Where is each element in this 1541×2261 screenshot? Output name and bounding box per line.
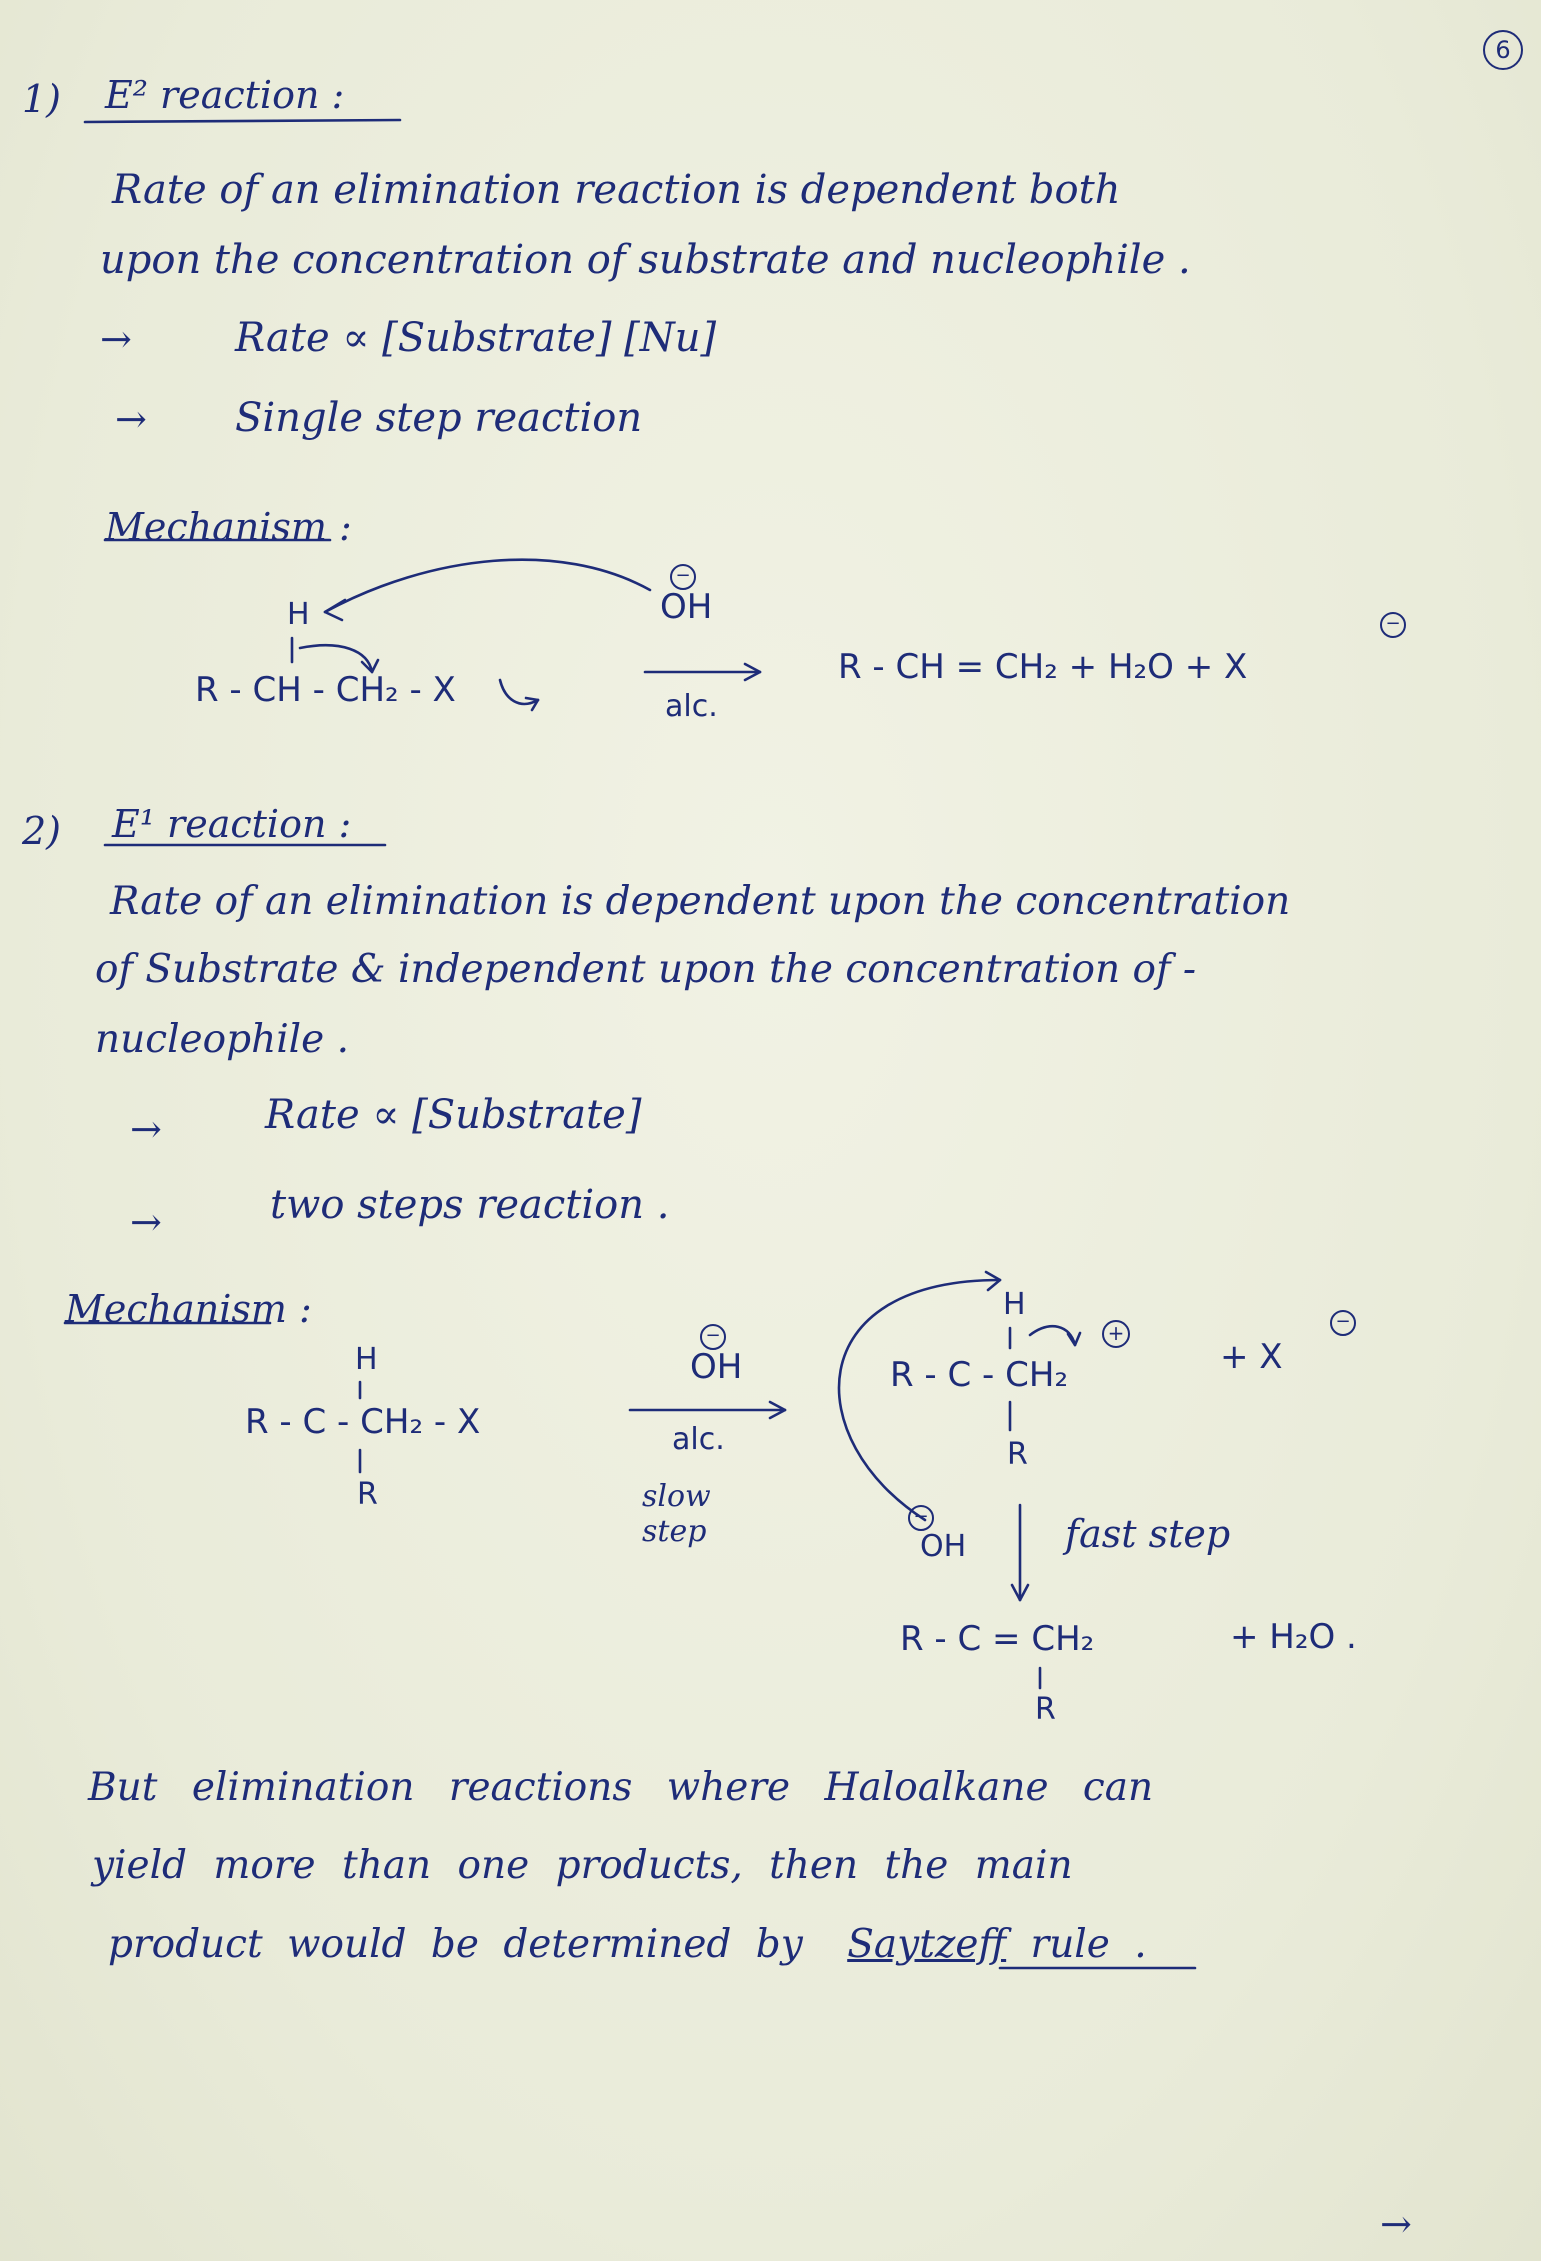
- e1-carbocation-charge: +: [1102, 1320, 1130, 1348]
- e1-r-below: R: [357, 1477, 378, 1512]
- e2-product: R - CH = CH₂ + H₂O + X: [838, 647, 1248, 687]
- e1-fast-oh: OH: [920, 1529, 967, 1564]
- e1-oh-label: OH: [690, 1347, 743, 1387]
- e2-curved-arrow-head: [325, 600, 345, 620]
- section2-title: E¹ reaction :: [112, 802, 352, 846]
- e1-water: + H₂O .: [1230, 1617, 1357, 1657]
- section2-arrow-2: →: [130, 1200, 162, 1244]
- e2-oh-label: OH: [660, 587, 713, 627]
- e1-hydrogen: H: [355, 1342, 378, 1377]
- e1-curved-arrow-oh-to-h: [839, 1280, 1000, 1520]
- e2-reagent-bottom: alc.: [665, 689, 718, 724]
- e2-curved-arrow-oh-to-h: [325, 560, 650, 612]
- section1-title-underline: [85, 120, 400, 122]
- conclusion-line2: yield more than one products, then the main: [92, 1843, 1073, 1888]
- conclusion-line1: But elimination reactions where Haloalkane can: [88, 1765, 1154, 1810]
- section2-steps: two steps reaction .: [270, 1182, 670, 1228]
- next-page-arrow: →: [1380, 2202, 1412, 2246]
- conclusion-line3-end: rule .: [1030, 1922, 1147, 1967]
- section1-arrow-2: →: [115, 397, 147, 441]
- conclusion-line3-start: product would be determined by: [108, 1922, 803, 1967]
- e2-hydrogen: H: [287, 597, 310, 632]
- section2-arrow-1: →: [130, 1107, 162, 1151]
- e1-reagent-bottom: alc.: [672, 1422, 725, 1457]
- e1-fast-oh-charge: −: [908, 1505, 934, 1531]
- e2-reactant: R - CH - CH₂ - X: [195, 670, 456, 710]
- saytzeff-term: Saytzeff: [847, 1922, 1007, 1967]
- section2-line1: Rate of an elimination is dependent upon the concentration: [110, 879, 1291, 924]
- e1-intermediate-r: R: [1007, 1437, 1028, 1472]
- e1-intermediate-hydrogen: H: [1003, 1287, 1026, 1322]
- e1-slow-step-label: slow step: [642, 1479, 711, 1549]
- section2-number: 2): [22, 809, 62, 853]
- section1-number: 1): [22, 77, 62, 121]
- e2-oh-minus-charge: −: [670, 564, 696, 590]
- section1-line2: upon the concentration of substrate and nucleophile .: [100, 237, 1191, 283]
- section1-title: E² reaction :: [105, 73, 345, 117]
- section1-steps: Single step reaction: [235, 395, 643, 441]
- section1-arrow-1: →: [100, 317, 132, 361]
- section1-rate-law: Rate ∝ [Substrate] [Nu]: [235, 315, 717, 361]
- e2-bond-shift-arrow: [300, 645, 372, 672]
- e1-product: R - C = CH₂: [900, 1619, 1095, 1659]
- e1-fast-step-label: fast step: [1065, 1512, 1231, 1556]
- section2-mechanism-label: Mechanism :: [65, 1287, 312, 1331]
- e2-x-minus-charge: −: [1380, 612, 1406, 638]
- section1-mechanism-label: Mechanism :: [105, 505, 352, 549]
- e1-product-r: R: [1035, 1692, 1056, 1727]
- page-number-circle: 6: [1483, 30, 1523, 70]
- e1-oh-minus-charge: −: [700, 1324, 726, 1350]
- section2-line2: of Substrate & independent upon the concentration of -: [95, 947, 1197, 992]
- e1-reactant: R - C - CH₂ - X: [245, 1402, 481, 1442]
- section1-line1: Rate of an elimination reaction is dependent both: [112, 167, 1121, 213]
- section2-rate-law: Rate ∝ [Substrate]: [265, 1092, 642, 1138]
- e1-intermediate: R - C - CH₂: [890, 1355, 1069, 1395]
- section2-line3: nucleophile .: [95, 1017, 350, 1062]
- e1-x-minus-charge: −: [1330, 1310, 1356, 1336]
- e1-leaving-group: + X: [1220, 1337, 1283, 1377]
